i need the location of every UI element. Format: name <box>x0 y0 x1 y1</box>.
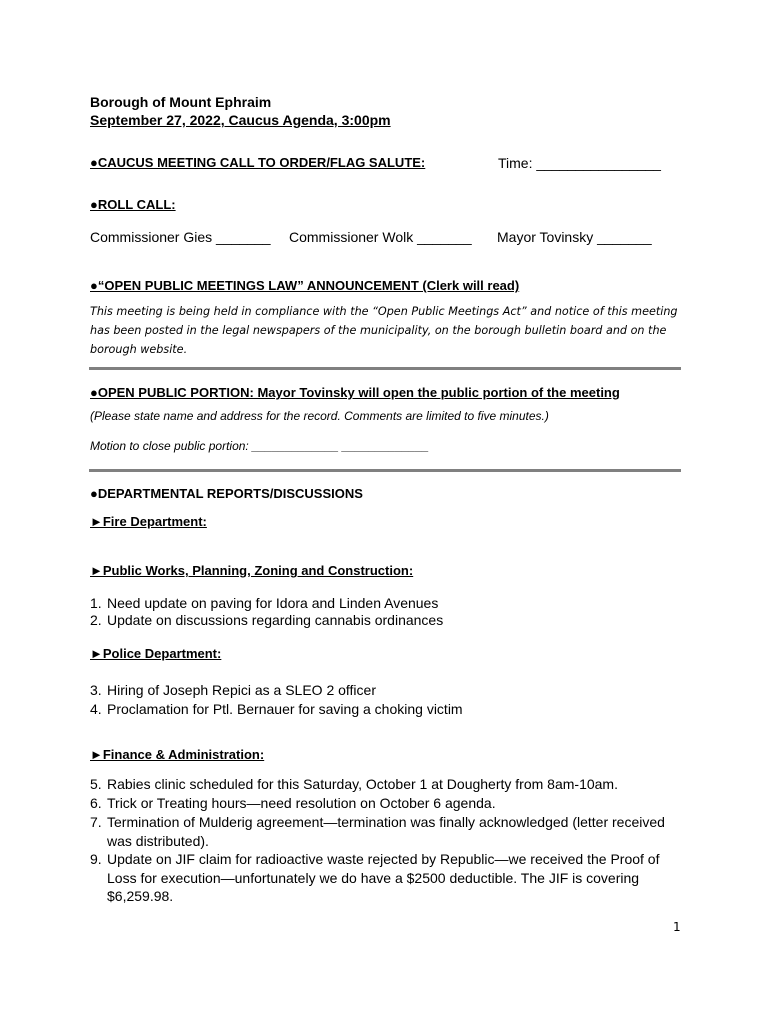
roll-call-member: Commissioner Gies _______ <box>90 229 271 245</box>
item-number: 1. <box>90 595 102 611</box>
item-text-line: Loss for execution—unfortunately we do have a $2500 deductible. The JIF is covering <box>107 869 640 886</box>
agenda-item <box>90 594 438 613</box>
agenda-item <box>90 850 660 906</box>
time-field: Time: ________________ <box>498 155 661 171</box>
item-text: Rabies clinic scheduled for this Saturday, October 1 at Dougherty from 8am-10am. <box>107 776 618 792</box>
agenda-item <box>90 700 463 719</box>
item-text-line: was distributed). <box>107 832 209 849</box>
agenda-item <box>90 813 665 850</box>
item-number: 5. <box>90 776 102 792</box>
opma-notice-line: borough website. <box>90 343 188 356</box>
opma-notice-line: This meeting is being held in compliance with the “Open Public Meetings Act” and notice of this meeting <box>90 305 678 318</box>
public-works-heading: ►Public Works, Planning, Zoning and Construction: <box>90 563 414 578</box>
item-text: Proclamation for Ptl. Bernauer for saving a choking victim <box>107 701 463 717</box>
roll-call-member: Mayor Tovinsky _______ <box>497 229 652 245</box>
document-title: Borough of Mount Ephraim <box>90 94 272 110</box>
roll-call-member: Commissioner Wolk _______ <box>289 229 472 245</box>
section-divider <box>89 367 681 370</box>
agenda-item <box>90 611 443 630</box>
item-number: 3. <box>90 682 102 698</box>
item-text: Trick or Treating hours—need resolution on October 6 agenda. <box>107 795 496 811</box>
page-number: 1 <box>673 920 681 934</box>
item-text: Update on discussions regarding cannabis ordinances <box>107 612 444 628</box>
document-subtitle: September 27, 2022, Caucus Agenda, 3:00pm <box>90 112 391 128</box>
item-text-line: Update on JIF claim for radioactive waste rejected by Republic—we received the Proof of <box>107 851 660 867</box>
item-text-line: $6,259.98. <box>107 888 174 904</box>
opma-notice-line: has been posted in the legal newspapers of the municipality, on the borough bulletin board and on the <box>90 324 667 337</box>
public-portion-heading: ●OPEN PUBLIC PORTION: Mayor Tovinsky will open the public portion of the meeting <box>90 385 620 400</box>
item-text-line: Termination of Mulderig agreement—termination was finally acknowledged (letter received <box>107 814 665 830</box>
roll-call-heading: ●ROLL CALL: <box>90 197 176 212</box>
public-portion-note: (Please state name and address for the record. Comments are limited to five minutes.) <box>90 409 549 423</box>
item-text: Need update on paving for Idora and Linden Avenues <box>107 595 439 611</box>
police-department-heading: ►Police Department: <box>90 646 222 661</box>
item-number: 4. <box>90 701 102 717</box>
item-number: 6. <box>90 795 102 811</box>
opma-heading: ●“OPEN PUBLIC MEETINGS LAW” ANNOUNCEMENT (Clerk will read) <box>90 278 520 293</box>
finance-heading: ►Finance & Administration: <box>90 747 265 762</box>
section-divider <box>89 469 681 472</box>
item-number: 2. <box>90 612 102 628</box>
agenda-item <box>90 775 618 794</box>
call-to-order-heading: ●CAUCUS MEETING CALL TO ORDER/FLAG SALUTE: <box>90 155 426 170</box>
departmental-heading: ●DEPARTMENTAL REPORTS/DISCUSSIONS <box>90 486 363 501</box>
item-text: Hiring of Joseph Repici as a SLEO 2 officer <box>107 682 376 698</box>
agenda-item <box>90 794 496 813</box>
fire-department-heading: ►Fire Department: <box>90 514 207 529</box>
motion-line: Motion to close public portion: _____________ _____________ <box>90 439 429 453</box>
item-number: 9. <box>90 851 102 867</box>
agenda-item <box>90 681 376 700</box>
item-number: 7. <box>90 814 102 830</box>
